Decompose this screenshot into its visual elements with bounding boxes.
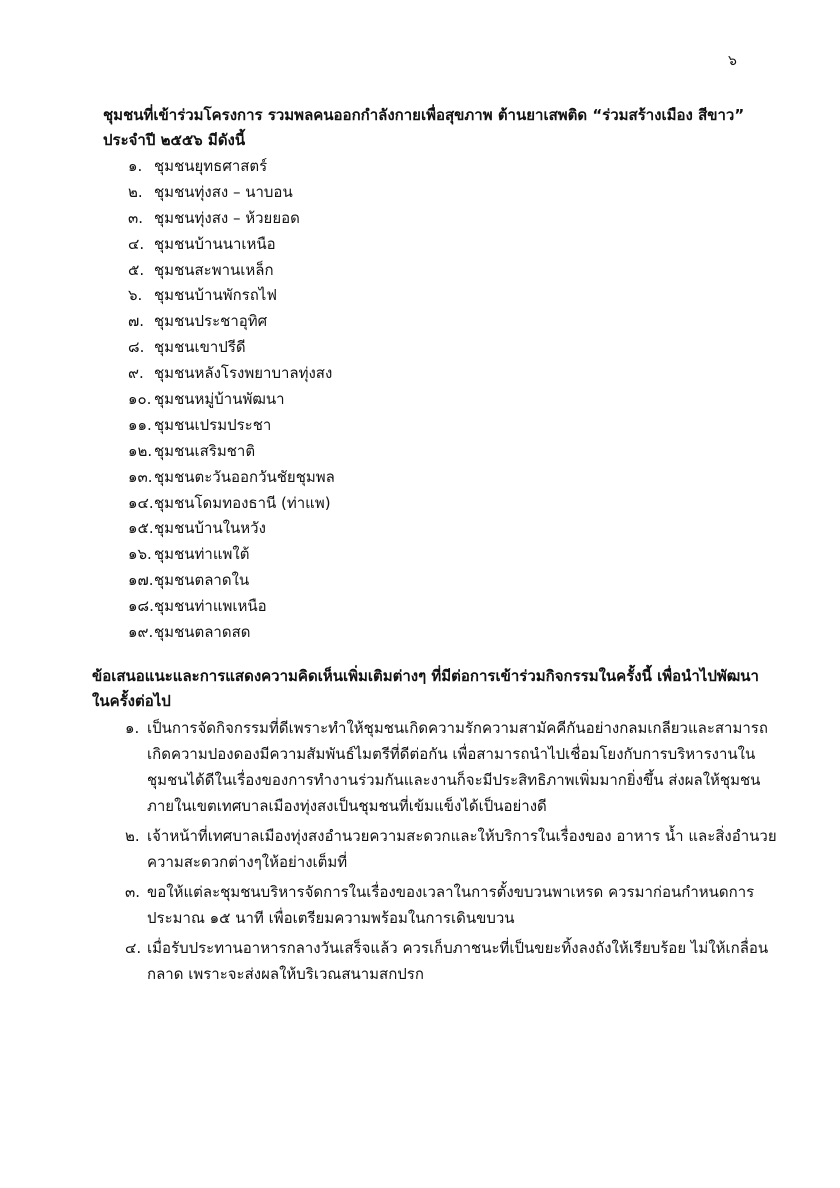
item-number: ๘. <box>128 338 145 357</box>
community-name: ชุมชนทุ่งสง – นาบอน <box>154 182 293 201</box>
list-item <box>125 935 769 987</box>
text-line: ชุมชนได้ดีในเรื่องของการทำงานร่วมกันและงานก็จะมีประสิทธิภาพเพิ่มมากยิ่งขึ้น ส่งผลให้ชุมชน <box>147 771 761 789</box>
list-item <box>128 257 335 283</box>
list-item <box>128 205 335 231</box>
community-name: ชุมชนเขาปรีดี <box>154 338 246 357</box>
community-name: ชุมชนหลังโรงพยาบาลทุ่งสง <box>154 364 333 383</box>
suggestion-list <box>125 715 777 991</box>
heading-line: ข้อเสนอแนะและการแสดงความคิดเห็นเพิ่มเติมต่างๆ ที่มีต่อการเข้าร่วมกิจกรรมในครั้งนี้ เพื่อนำไปพัฒนา <box>92 667 759 685</box>
community-name: ชุมชนเปรมประชา <box>154 415 272 434</box>
community-name: ชุมชนสะพานเหล็ก <box>154 260 274 279</box>
community-name: ชุมชนทุ่งสง – ห้วยยอด <box>154 208 300 227</box>
item-number: ๓. <box>128 208 144 227</box>
item-number: ๑๘. <box>128 597 154 616</box>
community-name: ชุมชนบ้านในหวัง <box>154 519 266 538</box>
list-item <box>128 386 335 412</box>
suggestion-text <box>147 879 754 931</box>
community-name: ชุมชนยุทธศาสตร์ <box>154 156 268 175</box>
text-line: ประมาณ ๑๕ นาที เพื่อเตรียมความพร้อมในการเดินขบวน <box>147 909 515 927</box>
list-item <box>125 879 755 931</box>
community-name: ชุมชนโดมทองธานี (ท่าแพ) <box>154 493 331 512</box>
list-item <box>128 619 335 645</box>
text-line: กลาด เพราะจะส่งผลให้บริเวณสนามสกปรก <box>147 965 424 983</box>
list-item <box>128 282 335 308</box>
list-item <box>128 490 335 516</box>
community-name: ชุมชนประชาอุทิศ <box>154 312 268 331</box>
section-heading-suggestions <box>92 664 759 714</box>
item-number: ๑๖. <box>128 545 152 564</box>
list-item <box>128 153 335 179</box>
text-line: เกิดความปองดองมีความสัมพันธ์ไมตรีที่ดีต่อกัน เพื่อสามารถนำไปเชื่อมโยงกับการบริหารงานใน <box>147 745 756 763</box>
suggestion-text <box>147 935 768 987</box>
heading-line: ชุมชนที่เข้าร่วมโครงการ รวมพลคนออกกำลังกายเพื่อสุขภาพ ต้านยาเสพติด “ร่วมสร้างเมือง สีขาว” <box>103 106 745 124</box>
text-line: ขอให้แต่ละชุมชนบริหารจัดการในเรื่องของเวลาในการตั้งขบวนพาเหรด ควรมาก่อนกำหนดการ <box>147 883 755 901</box>
community-name: ชุมชนตลาดใน <box>154 571 250 590</box>
item-number: ๕. <box>128 260 145 279</box>
item-number: ๔. <box>125 939 142 957</box>
suggestion-text <box>147 823 777 875</box>
list-item <box>128 360 335 386</box>
item-number: ๑. <box>128 156 143 175</box>
item-number: ๑๑. <box>128 415 152 434</box>
item-number: ๑๔. <box>128 493 154 512</box>
community-list <box>128 153 335 645</box>
community-name: ชุมชนหมู่บ้านพัฒนา <box>154 389 285 408</box>
item-number: ๒. <box>128 182 143 201</box>
list-item <box>128 412 335 438</box>
community-name: ชุมชนท่าแพเหนือ <box>154 597 267 616</box>
item-number: ๙. <box>128 364 144 383</box>
community-name: ชุมชนท่าแพใต้ <box>154 545 250 564</box>
item-number: ๔. <box>128 234 145 253</box>
item-number: ๓. <box>125 883 141 901</box>
community-name: ชุมชนเสริมชาติ <box>154 441 256 460</box>
item-number: ๗. <box>128 312 145 331</box>
item-number: ๑๐. <box>128 389 152 408</box>
list-item <box>128 179 335 205</box>
community-name: ชุมชนตลาดสด <box>154 622 251 641</box>
list-item <box>128 541 335 567</box>
section-heading-participating-communities <box>103 103 753 153</box>
list-item <box>128 567 335 593</box>
item-number: ๑๓. <box>128 467 153 486</box>
community-name: ชุมชนบ้านพักรถไฟ <box>154 286 277 305</box>
page-number: ๖ <box>728 53 737 69</box>
suggestion-text <box>147 715 768 819</box>
item-number: ๒. <box>125 827 140 845</box>
list-item <box>128 231 335 257</box>
text-line: เมื่อรับประทานอาหารกลางวันเสร็จแล้ว ควรเก็บภาชนะที่เป็นขยะทิ้งลงถังให้เรียบร้อย ไม่ให้เกลื่อน <box>147 939 769 957</box>
text-line: เป็นการจัดกิจกรรมที่ดีเพราะทำให้ชุมชนเกิดความรักความสามัคคีกันอย่างกลมเกลียวและสามารถ <box>147 719 768 737</box>
heading-line: ในครั้งต่อไป <box>92 692 171 710</box>
item-number: ๑๙. <box>128 622 154 641</box>
list-item <box>128 515 335 541</box>
list-item <box>128 308 335 334</box>
list-item <box>128 593 335 619</box>
item-number: ๑. <box>125 719 140 737</box>
community-name: ชุมชนตะวันออกวันชัยชุมพล <box>154 467 335 486</box>
item-number: ๑๕. <box>128 519 154 538</box>
item-number: ๑๒. <box>128 441 153 460</box>
heading-line: ประจำปี ๒๕๕๖ มีดังนี้ <box>103 131 246 149</box>
list-item <box>125 715 768 819</box>
text-line: ภายในเขตเทศบาลเมืองทุ่งสงเป็นชุมชนที่เข้มแข็งได้เป็นอย่างดี <box>147 797 547 815</box>
community-name: ชุมชนบ้านนาเหนือ <box>154 234 276 253</box>
list-item <box>128 464 335 490</box>
text-line: ความสะดวกต่างๆให้อย่างเต็มที่ <box>147 853 348 871</box>
item-number: ๖. <box>128 286 143 305</box>
text-line: เจ้าหน้าที่เทศบาลเมืองทุ่งสงอำนวยความสะดวกและให้บริการในเรื่องของ อาหาร น้ำ และสิ่งอำนวย <box>147 827 777 845</box>
list-item <box>125 823 777 875</box>
list-item <box>128 334 335 360</box>
list-item <box>128 438 335 464</box>
item-number: ๑๗. <box>128 571 154 590</box>
